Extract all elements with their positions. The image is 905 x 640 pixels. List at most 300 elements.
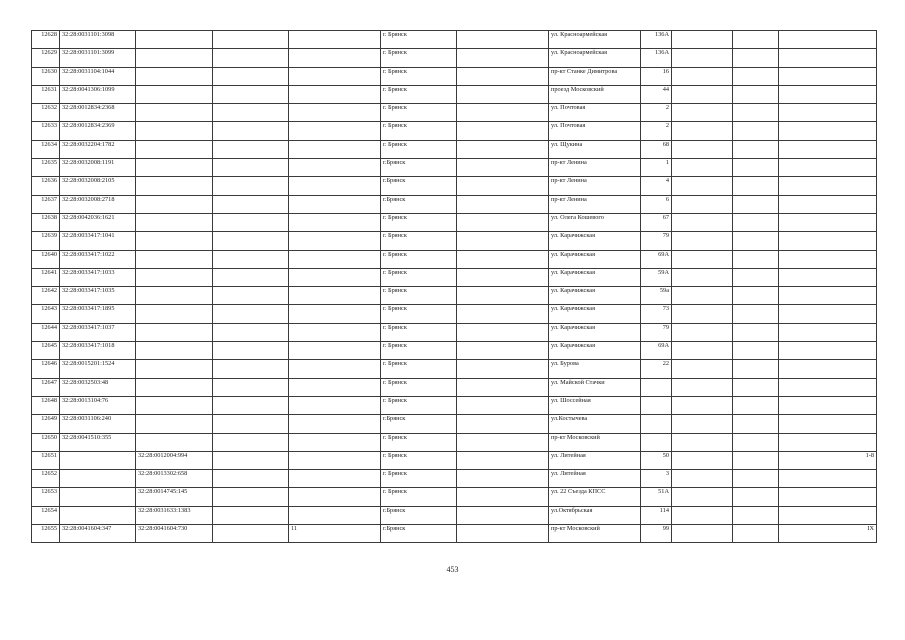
empty-cell [213, 268, 289, 286]
table-row [32, 213, 877, 231]
cadastral-number-2-cell [136, 177, 213, 195]
row-number-cell: 12639 [32, 232, 60, 250]
empty-cell [733, 378, 779, 396]
cadastral-number-2-cell [136, 378, 213, 396]
cadastral-number-cell: 32:28:0032503:48 [60, 378, 136, 396]
city-cell: г. Брянск [381, 140, 457, 158]
empty-cell [733, 67, 779, 85]
empty-cell [672, 122, 733, 140]
cadastral-number-cell: 32:28:0032008:1191 [60, 159, 136, 177]
empty-cell [672, 195, 733, 213]
city-cell: г. Брянск [381, 396, 457, 414]
empty-cell [457, 85, 549, 103]
cadastral-number-2-cell [136, 159, 213, 177]
cadastral-number-2-cell [136, 67, 213, 85]
empty-cell [733, 342, 779, 360]
column-5-cell [289, 506, 381, 524]
table-row [32, 342, 877, 360]
column-5-cell [289, 31, 381, 49]
column-5-cell [289, 287, 381, 305]
street-cell: пр-кт Станке Димитрова [549, 67, 641, 85]
column-12-cell [779, 195, 877, 213]
empty-cell [457, 104, 549, 122]
empty-cell [457, 323, 549, 341]
cadastral-number-2-cell: 32:28:0012004:994 [136, 451, 213, 469]
cadastral-number-cell: 32:28:0033417:1018 [60, 342, 136, 360]
city-cell: г. Брянск [381, 323, 457, 341]
house-number-cell: 4 [641, 177, 672, 195]
empty-cell [733, 159, 779, 177]
table-row [32, 232, 877, 250]
house-number-cell: 50 [641, 451, 672, 469]
cadastral-number-2-cell [136, 415, 213, 433]
column-5-cell [289, 360, 381, 378]
empty-cell [457, 31, 549, 49]
column-12-cell [779, 433, 877, 451]
row-number-cell: 12652 [32, 470, 60, 488]
empty-cell [672, 159, 733, 177]
table-row [32, 470, 877, 488]
column-12-cell: IX [779, 525, 877, 543]
row-number-cell: 12633 [32, 122, 60, 140]
empty-cell [672, 140, 733, 158]
column-12-cell [779, 470, 877, 488]
cadastral-number-2-cell [136, 287, 213, 305]
city-cell: г. Брянск [381, 268, 457, 286]
street-cell: ул. Бурова [549, 360, 641, 378]
empty-cell [213, 140, 289, 158]
row-number-cell: 12628 [32, 31, 60, 49]
row-number-cell: 12636 [32, 177, 60, 195]
house-number-cell: 79 [641, 323, 672, 341]
row-number-cell: 12650 [32, 433, 60, 451]
table-row [32, 195, 877, 213]
empty-cell [457, 122, 549, 140]
empty-cell [672, 396, 733, 414]
column-12-cell [779, 268, 877, 286]
cadastral-number-2-cell: 32:28:0014745:145 [136, 488, 213, 506]
empty-cell [672, 213, 733, 231]
column-5-cell [289, 213, 381, 231]
empty-cell [733, 122, 779, 140]
cadastral-number-cell: 32:28:0031101:3098 [60, 31, 136, 49]
empty-cell [213, 159, 289, 177]
empty-cell [733, 213, 779, 231]
table-row [32, 104, 877, 122]
column-5-cell [289, 378, 381, 396]
empty-cell [672, 506, 733, 524]
cadastral-number-2-cell [136, 122, 213, 140]
city-cell: г. Брянск [381, 250, 457, 268]
column-5-cell [289, 451, 381, 469]
empty-cell [457, 488, 549, 506]
table-row [32, 378, 877, 396]
table-row [32, 122, 877, 140]
empty-cell [733, 177, 779, 195]
street-cell: ул. Красноармейская [549, 31, 641, 49]
cadastral-number-cell [60, 506, 136, 524]
table-row [32, 525, 877, 543]
cadastral-number-2-cell [136, 323, 213, 341]
city-cell: г.Брянск [381, 177, 457, 195]
cadastral-number-2-cell [136, 268, 213, 286]
table-row [32, 177, 877, 195]
table-row [32, 506, 877, 524]
column-5-cell [289, 396, 381, 414]
street-cell: пр-кт Ленина [549, 177, 641, 195]
column-12-cell [779, 488, 877, 506]
house-number-cell: 2 [641, 104, 672, 122]
empty-cell [213, 433, 289, 451]
city-cell: г.Брянск [381, 159, 457, 177]
row-number-cell: 12632 [32, 104, 60, 122]
cadastral-number-cell: 32:28:0013104:76 [60, 396, 136, 414]
empty-cell [672, 323, 733, 341]
empty-cell [213, 250, 289, 268]
column-5-cell [289, 195, 381, 213]
row-number-cell: 12644 [32, 323, 60, 341]
table-row [32, 451, 877, 469]
row-number-cell: 12653 [32, 488, 60, 506]
empty-cell [733, 525, 779, 543]
house-number-cell: 68 [641, 140, 672, 158]
cadastral-number-2-cell [136, 396, 213, 414]
city-cell: г. Брянск [381, 488, 457, 506]
empty-cell [733, 451, 779, 469]
page-number: 453 [446, 565, 459, 574]
street-cell: ул. 22 Съезда КПСС [549, 488, 641, 506]
empty-cell [213, 525, 289, 543]
column-5-cell [289, 140, 381, 158]
empty-cell [672, 470, 733, 488]
empty-cell [213, 305, 289, 323]
column-12-cell [779, 67, 877, 85]
column-12-cell [779, 49, 877, 67]
empty-cell [213, 451, 289, 469]
street-cell: пр-кт Ленина [549, 159, 641, 177]
empty-cell [457, 433, 549, 451]
column-5-cell [289, 67, 381, 85]
column-12-cell [779, 360, 877, 378]
street-cell: ул. Щукина [549, 140, 641, 158]
street-cell: ул. Карачижская [549, 323, 641, 341]
row-number-cell: 12642 [32, 287, 60, 305]
city-cell: г. Брянск [381, 232, 457, 250]
cadastral-number-2-cell [136, 140, 213, 158]
cadastral-number-cell: 32:28:0015201:1524 [60, 360, 136, 378]
empty-cell [733, 470, 779, 488]
house-number-cell [641, 433, 672, 451]
column-12-cell [779, 378, 877, 396]
column-12-cell [779, 31, 877, 49]
table-row [32, 287, 877, 305]
city-cell: г. Брянск [381, 378, 457, 396]
table-row [32, 360, 877, 378]
empty-cell [733, 287, 779, 305]
cadastral-number-2-cell [136, 49, 213, 67]
empty-cell [672, 67, 733, 85]
empty-cell [213, 415, 289, 433]
empty-cell [457, 470, 549, 488]
column-12-cell [779, 250, 877, 268]
city-cell: г. Брянск [381, 470, 457, 488]
cadastral-number-cell: 32:28:0033417:1895 [60, 305, 136, 323]
house-number-cell: 1 [641, 159, 672, 177]
empty-cell [457, 525, 549, 543]
row-number-cell: 12635 [32, 159, 60, 177]
empty-cell [733, 250, 779, 268]
cadastral-number-2-cell: 32:28:0031633:1383 [136, 506, 213, 524]
table-row [32, 140, 877, 158]
city-cell: г. Брянск [381, 433, 457, 451]
table-row [32, 31, 877, 49]
empty-cell [672, 287, 733, 305]
row-number-cell: 12646 [32, 360, 60, 378]
house-number-cell: 3 [641, 470, 672, 488]
empty-cell [733, 305, 779, 323]
column-12-cell [779, 342, 877, 360]
empty-cell [213, 232, 289, 250]
empty-cell [672, 433, 733, 451]
city-cell: г. Брянск [381, 67, 457, 85]
empty-cell [213, 287, 289, 305]
street-cell: ул. Красноармейская [549, 49, 641, 67]
cadastral-number-2-cell: 32:28:0041604:730 [136, 525, 213, 543]
column-12-cell [779, 104, 877, 122]
table-row [32, 67, 877, 85]
empty-cell [457, 159, 549, 177]
empty-cell [457, 396, 549, 414]
empty-cell [672, 378, 733, 396]
column-5-cell [289, 85, 381, 103]
cadastral-number-2-cell [136, 342, 213, 360]
empty-cell [213, 378, 289, 396]
empty-cell [672, 268, 733, 286]
house-number-cell: 59А [641, 268, 672, 286]
empty-cell [457, 305, 549, 323]
column-12-cell [779, 305, 877, 323]
empty-cell [213, 122, 289, 140]
column-5-cell: 11 [289, 525, 381, 543]
cadastral-number-cell [60, 488, 136, 506]
empty-cell [672, 415, 733, 433]
row-number-cell: 12638 [32, 213, 60, 231]
street-cell: ул. Майской Стачки [549, 378, 641, 396]
city-cell: г. Брянск [381, 122, 457, 140]
empty-cell [672, 31, 733, 49]
table-row [32, 159, 877, 177]
city-cell: г. Брянск [381, 49, 457, 67]
empty-cell [672, 104, 733, 122]
registry-table [31, 30, 877, 543]
empty-cell [733, 360, 779, 378]
row-number-cell: 12630 [32, 67, 60, 85]
cadastral-number-2-cell [136, 250, 213, 268]
empty-cell [672, 342, 733, 360]
house-number-cell: 69А [641, 342, 672, 360]
column-12-cell [779, 506, 877, 524]
house-number-cell [641, 396, 672, 414]
column-5-cell [289, 250, 381, 268]
column-12-cell [779, 159, 877, 177]
empty-cell [213, 213, 289, 231]
street-cell: ул. Карачижская [549, 287, 641, 305]
cadastral-number-cell: 32:28:0032008:2718 [60, 195, 136, 213]
column-12-cell [779, 232, 877, 250]
cadastral-number-cell: 32:28:0033417:1022 [60, 250, 136, 268]
empty-cell [457, 415, 549, 433]
row-number-cell: 12640 [32, 250, 60, 268]
empty-cell [672, 525, 733, 543]
house-number-cell: 79 [641, 232, 672, 250]
empty-cell [457, 342, 549, 360]
empty-cell [213, 488, 289, 506]
city-cell: г.Брянск [381, 506, 457, 524]
house-number-cell: 2 [641, 122, 672, 140]
empty-cell [733, 85, 779, 103]
city-cell: г. Брянск [381, 213, 457, 231]
street-cell: ул. Почтовая [549, 104, 641, 122]
column-12-cell: 1-8 [779, 451, 877, 469]
street-cell: ул. Карачижская [549, 305, 641, 323]
cadastral-number-2-cell [136, 360, 213, 378]
cadastral-number-2-cell [136, 195, 213, 213]
table-row [32, 415, 877, 433]
table-row [32, 250, 877, 268]
city-cell: г.Брянск [381, 195, 457, 213]
empty-cell [733, 506, 779, 524]
empty-cell [213, 104, 289, 122]
street-cell: пр-кт Московский [549, 433, 641, 451]
cadastral-number-2-cell [136, 85, 213, 103]
column-12-cell [779, 287, 877, 305]
empty-cell [672, 49, 733, 67]
table-row [32, 305, 877, 323]
column-5-cell [289, 470, 381, 488]
street-cell: ул. Карачижская [549, 232, 641, 250]
row-number-cell: 12645 [32, 342, 60, 360]
empty-cell [213, 85, 289, 103]
column-5-cell [289, 305, 381, 323]
column-5-cell [289, 268, 381, 286]
cadastral-number-cell: 32:28:0041510:355 [60, 433, 136, 451]
empty-cell [733, 49, 779, 67]
table-row [32, 268, 877, 286]
street-cell: пр-кт Московский [549, 525, 641, 543]
table-row [32, 323, 877, 341]
cadastral-number-cell: 32:28:0012834:2368 [60, 104, 136, 122]
empty-cell [733, 232, 779, 250]
empty-cell [672, 488, 733, 506]
table-row [32, 49, 877, 67]
column-12-cell [779, 85, 877, 103]
empty-cell [213, 177, 289, 195]
cadastral-number-2-cell [136, 305, 213, 323]
empty-cell [733, 31, 779, 49]
empty-cell [457, 213, 549, 231]
city-cell: г.Брянск [381, 525, 457, 543]
cadastral-number-cell: 32:28:0012834:2369 [60, 122, 136, 140]
empty-cell [457, 232, 549, 250]
empty-cell [457, 195, 549, 213]
column-5-cell [289, 122, 381, 140]
column-5-cell [289, 159, 381, 177]
empty-cell [457, 506, 549, 524]
cadastral-number-cell: 32:28:0041604:347 [60, 525, 136, 543]
empty-cell [213, 360, 289, 378]
street-cell: ул. Карачижская [549, 268, 641, 286]
column-12-cell [779, 140, 877, 158]
row-number-cell: 12651 [32, 451, 60, 469]
empty-cell [457, 268, 549, 286]
column-12-cell [779, 177, 877, 195]
street-cell: ул. Почтовая [549, 122, 641, 140]
empty-cell [213, 49, 289, 67]
street-cell: пр-кт Ленина [549, 195, 641, 213]
empty-cell [733, 140, 779, 158]
cadastral-number-cell: 32:28:0042036:1621 [60, 213, 136, 231]
house-number-cell: 51А [641, 488, 672, 506]
empty-cell [672, 85, 733, 103]
house-number-cell [641, 415, 672, 433]
cadastral-number-2-cell [136, 232, 213, 250]
cadastral-number-cell: 32:28:0033417:1035 [60, 287, 136, 305]
column-5-cell [289, 177, 381, 195]
street-cell: проезд Московский [549, 85, 641, 103]
city-cell: г. Брянск [381, 451, 457, 469]
empty-cell [213, 506, 289, 524]
row-number-cell: 12655 [32, 525, 60, 543]
street-cell: ул.Костычева [549, 415, 641, 433]
house-number-cell: 99 [641, 525, 672, 543]
empty-cell [457, 177, 549, 195]
empty-cell [733, 488, 779, 506]
empty-cell [672, 451, 733, 469]
house-number-cell: 16 [641, 67, 672, 85]
column-12-cell [779, 323, 877, 341]
table-row [32, 396, 877, 414]
street-cell: ул. Литейная [549, 451, 641, 469]
table-row [32, 433, 877, 451]
cadastral-number-cell [60, 451, 136, 469]
empty-cell [213, 323, 289, 341]
column-5-cell [289, 415, 381, 433]
empty-cell [213, 470, 289, 488]
column-5-cell [289, 104, 381, 122]
empty-cell [213, 67, 289, 85]
city-cell: г. Брянск [381, 305, 457, 323]
empty-cell [213, 195, 289, 213]
city-cell: г. Брянск [381, 287, 457, 305]
empty-cell [733, 195, 779, 213]
house-number-cell: 59а [641, 287, 672, 305]
empty-cell [672, 305, 733, 323]
city-cell: г.Брянск [381, 415, 457, 433]
table-row [32, 85, 877, 103]
cadastral-number-cell: 32:28:0031106:240 [60, 415, 136, 433]
empty-cell [457, 378, 549, 396]
empty-cell [457, 140, 549, 158]
column-5-cell [289, 342, 381, 360]
row-number-cell: 12654 [32, 506, 60, 524]
street-cell: ул. Литейная [549, 470, 641, 488]
cadastral-number-2-cell [136, 31, 213, 49]
column-5-cell [289, 323, 381, 341]
row-number-cell: 12647 [32, 378, 60, 396]
table-body [32, 31, 877, 543]
column-12-cell [779, 213, 877, 231]
cadastral-number-2-cell [136, 433, 213, 451]
